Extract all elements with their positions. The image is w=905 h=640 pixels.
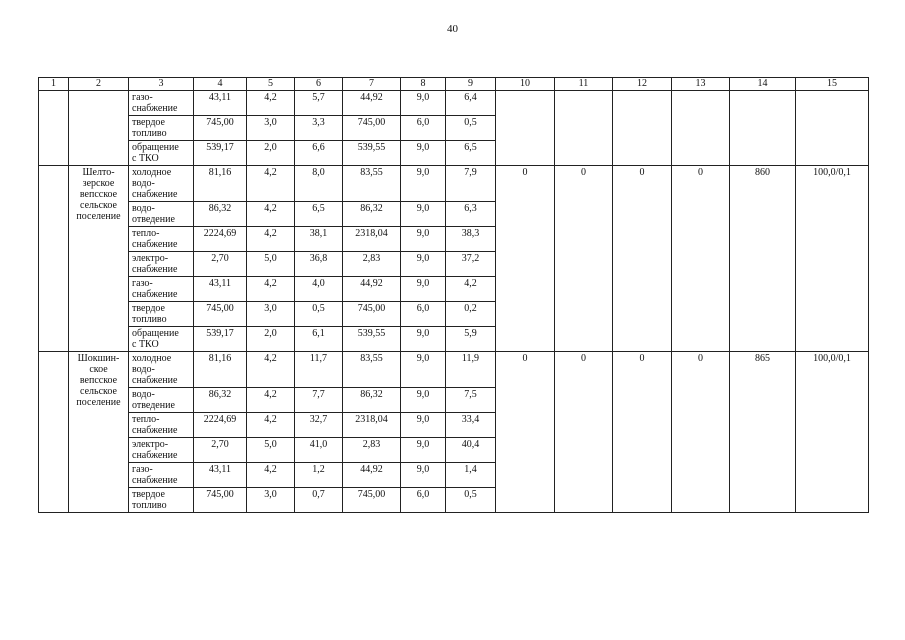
summary-cell-c11: 0 (555, 166, 613, 352)
service-cell: обращение с ТКО (129, 141, 194, 166)
value-cell-c9: 6,5 (446, 141, 496, 166)
tariff-table (38, 77, 869, 513)
value-cell-c4: 43,11 (194, 91, 247, 116)
service-cell: водо- отведение (129, 388, 194, 413)
settlement-name-cell: Шелто- зерское вепсское сельское поселение (69, 166, 129, 352)
value-cell-c7: 2,83 (343, 252, 401, 277)
value-cell-c4: 2,70 (194, 252, 247, 277)
value-cell-c9: 0,5 (446, 116, 496, 141)
value-cell-c4: 539,17 (194, 327, 247, 352)
value-cell-c5: 5,0 (247, 438, 295, 463)
value-cell-c8: 9,0 (401, 327, 446, 352)
summary-cell-c11: 0 (555, 352, 613, 513)
settlement-name-cell: Шокшин- ское вепсское сельское поселение (69, 352, 129, 513)
settlement-name-cell (69, 91, 129, 166)
table-row (39, 166, 869, 202)
value-cell-c4: 745,00 (194, 488, 247, 513)
row-number-cell (39, 91, 69, 166)
summary-cell-c12 (613, 91, 672, 166)
summary-cell-c11 (555, 91, 613, 166)
value-cell-c9: 6,4 (446, 91, 496, 116)
value-cell-c6: 11,7 (295, 352, 343, 388)
value-cell-c8: 6,0 (401, 302, 446, 327)
value-cell-c6: 6,1 (295, 327, 343, 352)
value-cell-c7: 745,00 (343, 488, 401, 513)
column-header: 6 (295, 78, 343, 91)
column-header: 10 (496, 78, 555, 91)
table-row (39, 352, 869, 388)
value-cell-c9: 33,4 (446, 413, 496, 438)
summary-cell-c13: 0 (672, 166, 730, 352)
summary-cell-c12: 0 (613, 352, 672, 513)
value-cell-c9: 4,2 (446, 277, 496, 302)
service-cell: водо- отведение (129, 202, 194, 227)
value-cell-c6: 5,7 (295, 91, 343, 116)
value-cell-c4: 2224,69 (194, 227, 247, 252)
summary-cell-c14 (730, 91, 796, 166)
value-cell-c4: 43,11 (194, 463, 247, 488)
summary-cell-c13: 0 (672, 352, 730, 513)
value-cell-c5: 4,2 (247, 388, 295, 413)
value-cell-c5: 4,2 (247, 166, 295, 202)
table-body (39, 91, 869, 513)
value-cell-c4: 2224,69 (194, 413, 247, 438)
column-header: 7 (343, 78, 401, 91)
value-cell-c9: 0,5 (446, 488, 496, 513)
value-cell-c4: 745,00 (194, 302, 247, 327)
header-row (39, 78, 869, 91)
value-cell-c6: 32,7 (295, 413, 343, 438)
value-cell-c9: 6,3 (446, 202, 496, 227)
value-cell-c8: 9,0 (401, 166, 446, 202)
value-cell-c8: 6,0 (401, 488, 446, 513)
value-cell-c7: 86,32 (343, 388, 401, 413)
value-cell-c5: 3,0 (247, 116, 295, 141)
value-cell-c6: 0,5 (295, 302, 343, 327)
value-cell-c6: 1,2 (295, 463, 343, 488)
service-cell: холодное водо- снабжение (129, 166, 194, 202)
summary-cell-c14: 865 (730, 352, 796, 513)
column-header: 15 (796, 78, 869, 91)
value-cell-c6: 36,8 (295, 252, 343, 277)
value-cell-c8: 9,0 (401, 463, 446, 488)
value-cell-c5: 4,2 (247, 91, 295, 116)
value-cell-c7: 83,55 (343, 352, 401, 388)
value-cell-c9: 7,5 (446, 388, 496, 413)
value-cell-c6: 8,0 (295, 166, 343, 202)
column-header: 11 (555, 78, 613, 91)
value-cell-c6: 38,1 (295, 227, 343, 252)
summary-cell-c15: 100,0/0,1 (796, 166, 869, 352)
value-cell-c9: 37,2 (446, 252, 496, 277)
value-cell-c6: 6,6 (295, 141, 343, 166)
value-cell-c5: 3,0 (247, 488, 295, 513)
summary-cell-c14: 860 (730, 166, 796, 352)
service-cell: твердое топливо (129, 302, 194, 327)
value-cell-c6: 6,5 (295, 202, 343, 227)
value-cell-c4: 539,17 (194, 141, 247, 166)
column-header: 2 (69, 78, 129, 91)
row-number-cell (39, 166, 69, 352)
service-cell: газо- снабжение (129, 91, 194, 116)
value-cell-c7: 44,92 (343, 463, 401, 488)
value-cell-c5: 4,2 (247, 227, 295, 252)
value-cell-c5: 4,2 (247, 413, 295, 438)
summary-cell-c10: 0 (496, 352, 555, 513)
value-cell-c8: 9,0 (401, 202, 446, 227)
value-cell-c9: 40,4 (446, 438, 496, 463)
value-cell-c5: 4,2 (247, 463, 295, 488)
value-cell-c4: 86,32 (194, 388, 247, 413)
value-cell-c6: 3,3 (295, 116, 343, 141)
column-header: 1 (39, 78, 69, 91)
summary-cell-c10 (496, 91, 555, 166)
value-cell-c7: 2318,04 (343, 413, 401, 438)
value-cell-c7: 2,83 (343, 438, 401, 463)
summary-cell-c15: 100,0/0,1 (796, 352, 869, 513)
service-cell: твердое топливо (129, 116, 194, 141)
value-cell-c7: 745,00 (343, 116, 401, 141)
service-cell: газо- снабжение (129, 277, 194, 302)
value-cell-c5: 2,0 (247, 327, 295, 352)
column-header: 13 (672, 78, 730, 91)
value-cell-c5: 4,2 (247, 277, 295, 302)
value-cell-c5: 3,0 (247, 302, 295, 327)
value-cell-c9: 1,4 (446, 463, 496, 488)
value-cell-c9: 7,9 (446, 166, 496, 202)
row-number-cell (39, 352, 69, 513)
value-cell-c7: 44,92 (343, 91, 401, 116)
column-header: 3 (129, 78, 194, 91)
value-cell-c8: 9,0 (401, 141, 446, 166)
service-cell: тепло- снабжение (129, 227, 194, 252)
column-header: 12 (613, 78, 672, 91)
value-cell-c9: 5,9 (446, 327, 496, 352)
service-cell: обращение с ТКО (129, 327, 194, 352)
column-header: 4 (194, 78, 247, 91)
value-cell-c6: 7,7 (295, 388, 343, 413)
service-cell: твердое топливо (129, 488, 194, 513)
page-number: 40 (447, 23, 458, 35)
value-cell-c6: 4,0 (295, 277, 343, 302)
service-cell: электро- снабжение (129, 252, 194, 277)
value-cell-c4: 86,32 (194, 202, 247, 227)
value-cell-c9: 11,9 (446, 352, 496, 388)
column-header: 8 (401, 78, 446, 91)
value-cell-c8: 9,0 (401, 438, 446, 463)
value-cell-c7: 2318,04 (343, 227, 401, 252)
value-cell-c8: 9,0 (401, 277, 446, 302)
summary-cell-c12: 0 (613, 166, 672, 352)
value-cell-c5: 4,2 (247, 202, 295, 227)
value-cell-c8: 9,0 (401, 91, 446, 116)
value-cell-c8: 9,0 (401, 227, 446, 252)
table-row (39, 91, 869, 116)
value-cell-c6: 41,0 (295, 438, 343, 463)
service-cell: холодное водо- снабжение (129, 352, 194, 388)
value-cell-c5: 4,2 (247, 352, 295, 388)
value-cell-c8: 6,0 (401, 116, 446, 141)
column-header: 5 (247, 78, 295, 91)
value-cell-c7: 83,55 (343, 166, 401, 202)
value-cell-c9: 0,2 (446, 302, 496, 327)
service-cell: электро- снабжение (129, 438, 194, 463)
value-cell-c8: 9,0 (401, 413, 446, 438)
value-cell-c7: 539,55 (343, 327, 401, 352)
value-cell-c5: 2,0 (247, 141, 295, 166)
service-cell: газо- снабжение (129, 463, 194, 488)
column-header: 14 (730, 78, 796, 91)
value-cell-c7: 745,00 (343, 302, 401, 327)
value-cell-c8: 9,0 (401, 352, 446, 388)
value-cell-c4: 81,16 (194, 166, 247, 202)
value-cell-c8: 9,0 (401, 388, 446, 413)
summary-cell-c10: 0 (496, 166, 555, 352)
value-cell-c4: 43,11 (194, 277, 247, 302)
value-cell-c7: 44,92 (343, 277, 401, 302)
value-cell-c4: 2,70 (194, 438, 247, 463)
value-cell-c7: 86,32 (343, 202, 401, 227)
column-header: 9 (446, 78, 496, 91)
value-cell-c5: 5,0 (247, 252, 295, 277)
value-cell-c6: 0,7 (295, 488, 343, 513)
value-cell-c9: 38,3 (446, 227, 496, 252)
value-cell-c8: 9,0 (401, 252, 446, 277)
summary-cell-c13 (672, 91, 730, 166)
value-cell-c7: 539,55 (343, 141, 401, 166)
value-cell-c4: 81,16 (194, 352, 247, 388)
summary-cell-c15 (796, 91, 869, 166)
value-cell-c4: 745,00 (194, 116, 247, 141)
service-cell: тепло- снабжение (129, 413, 194, 438)
